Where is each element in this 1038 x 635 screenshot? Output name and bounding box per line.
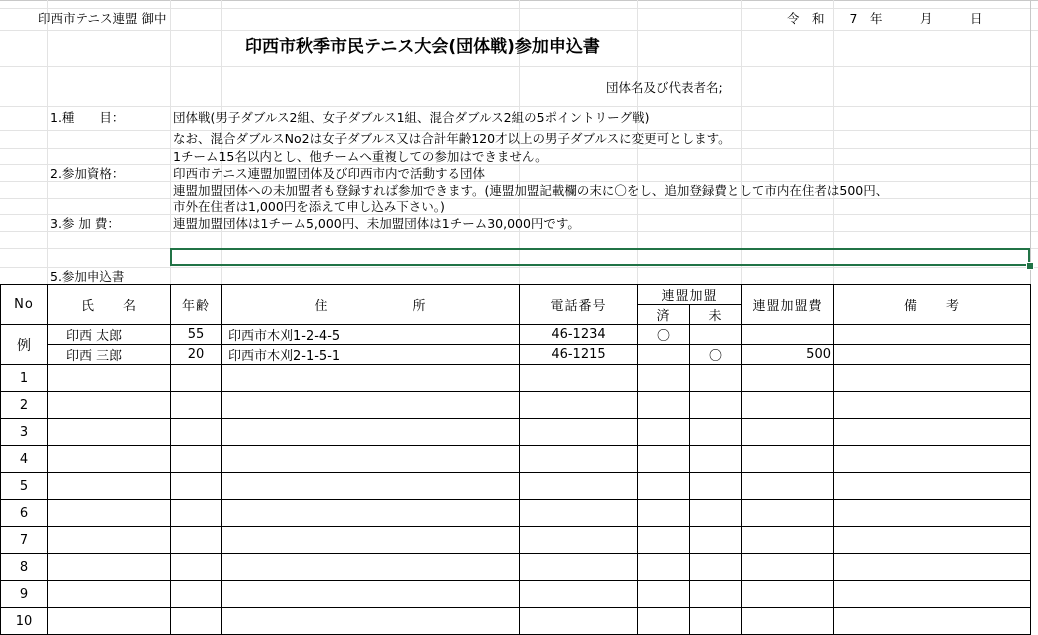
row-number: 5 (1, 473, 48, 500)
done-cell[interactable] (638, 446, 690, 473)
age-cell[interactable] (171, 554, 222, 581)
example-age[interactable]: 20 (171, 345, 222, 365)
name-cell[interactable] (48, 392, 171, 419)
address-cell[interactable] (222, 392, 520, 419)
phone-cell[interactable] (520, 554, 638, 581)
done-cell[interactable] (638, 419, 690, 446)
not-cell[interactable] (690, 554, 742, 581)
address-cell[interactable] (222, 554, 520, 581)
age-cell[interactable] (171, 365, 222, 392)
age-cell[interactable] (171, 419, 222, 446)
header-name: 氏 名 (48, 285, 171, 325)
table-row (1, 392, 1031, 419)
section-2-line: 市外在住者は1,000円を添えて申し込み下さい。) (173, 199, 445, 214)
not-cell[interactable] (690, 581, 742, 608)
example-name[interactable]: 印西 三郎 (48, 345, 171, 365)
age-cell[interactable] (171, 527, 222, 554)
selected-cell[interactable] (170, 248, 1030, 266)
table-row (1, 527, 1031, 554)
notes-cell[interactable] (834, 581, 1031, 608)
fee-cell[interactable] (742, 365, 834, 392)
table-row (1, 419, 1031, 446)
not-cell[interactable] (690, 473, 742, 500)
phone-cell[interactable] (520, 392, 638, 419)
section-3-line: 連盟加盟団体は1チーム5,000円、未加盟団体は1チーム30,000円です。 (173, 216, 580, 231)
page-title: 印西市秋季市民テニス大会(団体戦)参加申込書 (245, 37, 600, 57)
example-name[interactable]: 印西 太郎 (48, 325, 171, 345)
row-number: 7 (1, 527, 48, 554)
section-2-line: 連盟加盟団体への未加盟者も登録すれば参加できます。(連盟加盟記載欄の末に〇をし、追加登録費として市内在住者は500円、 (173, 183, 889, 198)
section-1-line: 団体戦(男子ダブルス2組、女子ダブルス1組、混合ダブルス2組の5ポイントリーグ戦) (173, 110, 650, 125)
name-cell[interactable] (48, 446, 171, 473)
address-cell[interactable] (222, 527, 520, 554)
header-age: 年齢 (171, 285, 222, 325)
example-fee[interactable] (742, 325, 834, 345)
example-row (1, 325, 1031, 345)
phone-cell[interactable] (520, 608, 638, 635)
fee-cell[interactable] (742, 581, 834, 608)
name-cell[interactable] (48, 608, 171, 635)
notes-cell[interactable] (834, 500, 1031, 527)
phone-cell[interactable] (520, 446, 638, 473)
age-cell[interactable] (171, 473, 222, 500)
example-age[interactable]: 55 (171, 325, 222, 345)
not-cell[interactable] (690, 608, 742, 635)
done-cell[interactable] (638, 554, 690, 581)
done-cell[interactable] (638, 581, 690, 608)
not-cell[interactable] (690, 527, 742, 554)
table-row (1, 473, 1031, 500)
row-number: 10 (1, 608, 48, 635)
date-field: 令 和 7 年 月 日 (787, 11, 983, 26)
header-phone: 電話番号 (520, 285, 638, 325)
example-phone[interactable]: 46-1215 (520, 345, 638, 365)
name-cell[interactable] (48, 419, 171, 446)
table-header-row (1, 285, 1031, 305)
done-cell[interactable] (638, 500, 690, 527)
name-cell[interactable] (48, 500, 171, 527)
done-cell[interactable] (638, 527, 690, 554)
example-notes[interactable] (834, 345, 1031, 365)
done-cell[interactable] (638, 392, 690, 419)
header-membership: 連盟加盟 (638, 285, 742, 305)
table-row (1, 554, 1031, 581)
name-cell[interactable] (48, 473, 171, 500)
fee-cell[interactable] (742, 473, 834, 500)
example-not[interactable] (690, 325, 742, 345)
phone-cell[interactable] (520, 473, 638, 500)
section-1-label: 1.種 目： (50, 110, 125, 125)
done-cell[interactable] (638, 473, 690, 500)
table-row (1, 446, 1031, 473)
section-1-line: 1チーム15名以内とし、他チームへ重複しての参加はできません。 (173, 149, 548, 164)
address-cell[interactable] (222, 419, 520, 446)
phone-cell[interactable] (520, 419, 638, 446)
row-number: 8 (1, 554, 48, 581)
fee-cell[interactable] (742, 446, 834, 473)
addressee: 印西市テニス連盟 御中 (38, 11, 167, 26)
fee-cell[interactable] (742, 419, 834, 446)
address-cell[interactable] (222, 500, 520, 527)
example-address[interactable]: 印西市木刈1-2-4-5 (222, 325, 520, 345)
header-no: No (1, 285, 48, 325)
row-number: 4 (1, 446, 48, 473)
example-phone[interactable]: 46-1234 (520, 325, 638, 345)
fee-cell[interactable] (742, 608, 834, 635)
entry-table (0, 284, 1031, 635)
phone-cell[interactable] (520, 365, 638, 392)
name-cell[interactable] (48, 554, 171, 581)
phone-cell[interactable] (520, 581, 638, 608)
section-2-line: 印西市テニス連盟加盟団体及び印西市内で活動する団体 (173, 166, 486, 181)
notes-cell[interactable] (834, 554, 1031, 581)
age-cell[interactable] (171, 392, 222, 419)
section-1-line: なお、混合ダブルスNo2は女子ダブルス又は合計年齢120才以上の男子ダブルスに変更可とします。 (173, 131, 731, 146)
not-cell[interactable] (690, 365, 742, 392)
header-done: 済 (638, 305, 690, 325)
section-3-label: 3.参 加 費： (50, 216, 120, 231)
table-row (1, 365, 1031, 392)
address-cell[interactable] (222, 446, 520, 473)
section-2-label: 2.参加資格： (50, 166, 125, 181)
header-not: 未 (690, 305, 742, 325)
age-cell[interactable] (171, 581, 222, 608)
header-fee: 連盟加盟費 (742, 285, 834, 325)
done-cell[interactable] (638, 365, 690, 392)
example-label: 例 (1, 325, 48, 365)
header-address: 住 所 (222, 285, 520, 325)
example-fee[interactable]: 500 (742, 345, 834, 365)
address-cell[interactable] (222, 473, 520, 500)
team-name-label: 団体名及び代表者名; (606, 80, 723, 95)
notes-cell[interactable] (834, 419, 1031, 446)
phone-cell[interactable] (520, 500, 638, 527)
address-cell[interactable] (222, 581, 520, 608)
address-cell[interactable] (222, 365, 520, 392)
row-number: 3 (1, 419, 48, 446)
notes-cell[interactable] (834, 527, 1031, 554)
notes-cell[interactable] (834, 392, 1031, 419)
address-cell[interactable] (222, 608, 520, 635)
row-number: 6 (1, 500, 48, 527)
phone-cell[interactable] (520, 527, 638, 554)
fill-handle[interactable] (1026, 262, 1034, 270)
example-done[interactable]: 〇 (638, 325, 690, 345)
example-not[interactable]: 〇 (690, 345, 742, 365)
notes-cell[interactable] (834, 608, 1031, 635)
example-address[interactable]: 印西市木刈2-1-5-1 (222, 345, 520, 365)
not-cell[interactable] (690, 500, 742, 527)
example-row (1, 345, 1031, 365)
table-row (1, 608, 1031, 635)
fee-cell[interactable] (742, 554, 834, 581)
notes-cell[interactable] (834, 446, 1031, 473)
age-cell[interactable] (171, 608, 222, 635)
notes-cell[interactable] (834, 365, 1031, 392)
not-cell[interactable] (690, 392, 742, 419)
name-cell[interactable] (48, 581, 171, 608)
row-number: 1 (1, 365, 48, 392)
header-notes: 備 考 (834, 285, 1031, 325)
fee-cell[interactable] (742, 500, 834, 527)
example-notes[interactable] (834, 325, 1031, 345)
fee-cell[interactable] (742, 392, 834, 419)
example-done[interactable] (638, 345, 690, 365)
not-cell[interactable] (690, 446, 742, 473)
name-cell[interactable] (48, 365, 171, 392)
table-row (1, 581, 1031, 608)
age-cell[interactable] (171, 446, 222, 473)
row-number: 9 (1, 581, 48, 608)
fee-cell[interactable] (742, 527, 834, 554)
not-cell[interactable] (690, 419, 742, 446)
age-cell[interactable] (171, 500, 222, 527)
row-number: 2 (1, 392, 48, 419)
done-cell[interactable] (638, 608, 690, 635)
section-5-label: 5.参加申込書 (50, 269, 125, 284)
table-row (1, 500, 1031, 527)
name-cell[interactable] (48, 527, 171, 554)
notes-cell[interactable] (834, 473, 1031, 500)
